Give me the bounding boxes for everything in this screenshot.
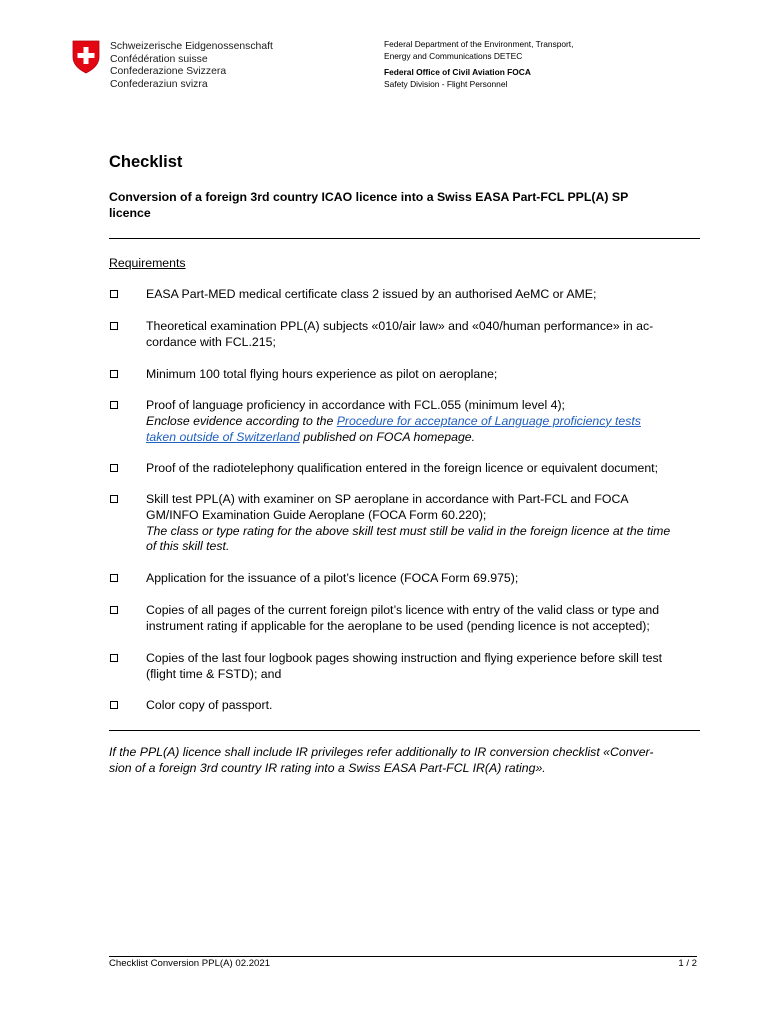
confederation-line: Confederazione Svizzera — [110, 66, 227, 78]
item-text: Skill test PPL(A) with examiner on SP aeroplane in accordance with Part-FCL and FOCA — [146, 492, 629, 506]
checklist-item — [109, 319, 700, 351]
checkbox-icon[interactable] — [110, 322, 118, 330]
checkbox-icon[interactable] — [110, 290, 118, 298]
subtitle-line: licence — [109, 206, 151, 220]
item-text: Color copy of passport. — [146, 698, 273, 712]
checkbox-icon[interactable] — [110, 370, 118, 378]
page-title: Checklist — [109, 153, 183, 171]
department-header — [384, 39, 573, 90]
note-line: If the PPL(A) licence shall include IR privileges refer additionally to IR conversion checklist «Conver- — [109, 745, 654, 759]
confederation-line: Schweizerische Eidgenossenschaft — [110, 41, 273, 52]
item-note: The class or type rating for the above skill test must still be valid in the foreign licence at the time — [146, 523, 671, 538]
swiss-crest-logo — [72, 40, 100, 74]
item-text: EASA Part-MED medical certificate class 2 issued by an authorised AeMC or AME; — [146, 287, 597, 301]
checklist-item — [109, 367, 700, 383]
footer-divider — [109, 956, 697, 957]
item-note: of this skill test. — [146, 539, 230, 554]
checkbox-icon[interactable] — [110, 401, 118, 409]
checklist-item — [109, 571, 700, 587]
confederation-line: Confederaziun svizra — [110, 78, 208, 90]
item-note: Enclose evidence according to the — [146, 413, 337, 428]
bottom-divider — [109, 730, 700, 731]
checkbox-icon[interactable] — [110, 654, 118, 662]
document-subtitle — [109, 189, 679, 221]
item-text: Application for the issuance of a pilot’s licence (FOCA Form 69.975); — [146, 571, 519, 585]
item-text: Proof of the radiotelephony qualification entered in the foreign licence or equivalent document; — [146, 461, 659, 475]
checkbox-icon[interactable] — [110, 574, 118, 582]
checklist-item — [109, 461, 700, 477]
checklist-item — [109, 603, 700, 635]
item-text: (flight time & FSTD); and — [146, 666, 282, 681]
note-line: sion of a foreign 3rd country IR rating into a Swiss EASA Part-FCL IR(A) rating». — [109, 760, 546, 775]
department-line: Energy and Communications DETEC — [384, 50, 523, 61]
item-note: published on FOCA homepage. — [299, 429, 476, 444]
checklist-item — [109, 398, 700, 445]
item-text: cordance with FCL.215; — [146, 334, 276, 349]
requirements-heading: Requirements — [109, 256, 186, 270]
checklist-item — [109, 651, 700, 683]
item-text: Copies of all pages of the current foreign pilot’s licence with entry of the valid class or type and — [146, 603, 660, 617]
subtitle-line: Conversion of a foreign 3rd country ICAO licence into a Swiss EASA Part-FCL PPL(A) SP — [109, 190, 629, 204]
confederation-line: Confédération suisse — [110, 53, 208, 65]
checkbox-icon[interactable] — [110, 464, 118, 472]
division-name: Safety Division - Flight Personnel — [384, 78, 508, 89]
footer-document-name: Checklist Conversion PPL(A) 02.2021 — [109, 958, 271, 969]
department-line: Federal Department of the Environment, Transport, — [384, 39, 574, 49]
checklist-item — [109, 698, 700, 714]
item-text: Copies of the last four logbook pages showing instruction and flying experience before skill test — [146, 651, 663, 665]
item-text: Theoretical examination PPL(A) subjects «010/air law» and «040/human performance» in ac- — [146, 319, 654, 333]
office-name: Federal Office of Civil Aviation FOCA — [384, 67, 531, 78]
item-text: GM/INFO Examination Guide Aeroplane (FOCA Form 60.220); — [146, 507, 487, 522]
footer-page-number: 1 / 2 — [678, 958, 697, 969]
item-text: Minimum 100 total flying hours experience as pilot on aeroplane; — [146, 367, 498, 381]
item-text: Proof of language proficiency in accordance with FCL.055 (minimum level 4); — [146, 398, 565, 412]
checklist-item — [109, 492, 700, 555]
checklist-item — [109, 287, 700, 303]
ir-privileges-note — [109, 745, 700, 777]
language-proficiency-link[interactable]: taken outside of Switzerland — [146, 429, 300, 444]
top-divider — [109, 238, 700, 239]
checkbox-icon[interactable] — [110, 495, 118, 503]
page-footer — [109, 958, 697, 969]
item-text: instrument rating if applicable for the aeroplane to be used (pending licence is not accepted); — [146, 618, 650, 633]
confederation-names — [110, 41, 273, 91]
checkbox-icon[interactable] — [110, 701, 118, 709]
checkbox-icon[interactable] — [110, 606, 118, 614]
language-proficiency-link[interactable]: Procedure for acceptance of Language proficiency tests — [336, 413, 641, 428]
